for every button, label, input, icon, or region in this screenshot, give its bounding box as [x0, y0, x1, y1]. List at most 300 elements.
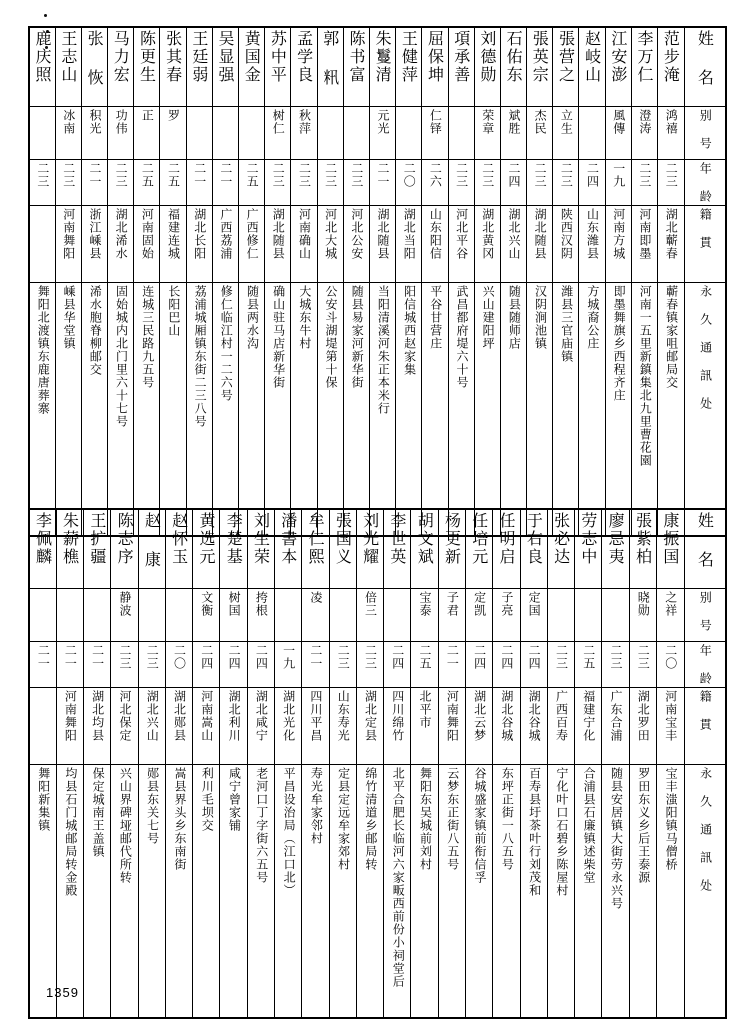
cell-name [111, 509, 138, 589]
cell-address [275, 765, 302, 1019]
cell-age [474, 160, 500, 206]
cell-age [329, 642, 356, 688]
column-header-origin [684, 206, 726, 283]
cell-text: 湖北当阳 [402, 208, 417, 260]
cell-age [356, 642, 383, 688]
cell-text: 定凯 [472, 591, 487, 617]
cell-name [108, 27, 134, 107]
cell-age [81, 160, 107, 206]
cell-text: 连城三民路九五号 [140, 285, 155, 389]
cell-name [265, 27, 291, 107]
cell-text: 张必达 [551, 512, 571, 566]
cell-age [138, 642, 165, 688]
cell-address [658, 283, 685, 537]
cell-text: 宁化叶口石碧乡陈屋村 [554, 767, 569, 897]
cell-text: 二三 [637, 162, 652, 188]
table-row-alias [29, 589, 726, 642]
column-header-text: 别 号 [698, 591, 713, 632]
cell-address [329, 765, 356, 1019]
cell-origin [220, 688, 247, 765]
cell-name [55, 27, 81, 107]
cell-text: 蘄春镇家咀邮局交 [664, 285, 679, 389]
cell-text: 嵩县界头乡东南街 [172, 767, 187, 871]
cell-age [411, 642, 438, 688]
cell-text: 朱薪樵 [60, 512, 80, 566]
cell-age [575, 642, 602, 688]
cell-text: 張紫柏 [633, 512, 653, 566]
cell-address [579, 283, 605, 537]
cell-address [212, 283, 238, 537]
cell-text: 平昌设治局（江口北） [282, 767, 297, 897]
table-row-origin [29, 206, 726, 283]
cell-text: 凌 [308, 591, 323, 604]
cell-address [527, 283, 553, 537]
cell-origin [658, 206, 685, 283]
cell-origin [579, 206, 605, 283]
cell-age [493, 642, 520, 688]
cell-text: 绵竹清道乡邮局转 [363, 767, 378, 871]
cell-text: 二四 [585, 162, 600, 188]
column-header-text: 籍 貫 [698, 690, 713, 731]
cell-name [493, 509, 520, 589]
cell-address [629, 765, 656, 1019]
cell-text: 寿光牟家邻村 [309, 767, 324, 845]
cell-text: 湖北利川 [227, 690, 242, 742]
cell-text: 河南舞阳 [63, 690, 78, 742]
cell-text: 冰南 [61, 109, 76, 135]
cell-name [629, 509, 656, 589]
cell-alias [575, 589, 602, 642]
cell-text: 北平合肥长临河六家畈西前份小祠堂后 [391, 767, 406, 988]
roster-table-upper-wrap [28, 26, 727, 537]
cell-text: 福建宁化 [581, 690, 596, 742]
cell-origin [84, 688, 111, 765]
cell-origin [108, 206, 134, 283]
cell-alias [605, 107, 631, 160]
cell-text: 于右良 [524, 512, 544, 566]
cell-text: 潘書本 [278, 512, 298, 566]
cell-address [291, 283, 317, 537]
cell-text: 黄国金 [242, 30, 262, 84]
cell-text: 文衡 [199, 591, 214, 617]
cell-age [111, 642, 138, 688]
cell-text: 張国义 [333, 512, 353, 566]
cell-text: 王廷弱 [189, 30, 209, 84]
cell-text: 湖北咸宁 [254, 690, 269, 742]
cell-name [220, 509, 247, 589]
cell-name [247, 509, 274, 589]
cell-text: 罗 [166, 109, 181, 122]
cell-text: 河南宝丰 [663, 690, 678, 742]
cell-text: 二三 [363, 644, 378, 670]
cell-age [466, 642, 493, 688]
column-header-alias [684, 107, 726, 160]
cell-text: 澄涛 [637, 109, 652, 135]
page-number: 1359 [46, 985, 79, 1000]
table-row-name [29, 27, 726, 107]
cell-text: 湖北定县 [363, 690, 378, 742]
cell-text: 河南舞阳 [445, 690, 460, 742]
cell-text: 朱鬘清 [373, 30, 393, 84]
cell-text: 杨更新 [442, 512, 462, 566]
cell-alias [302, 589, 329, 642]
cell-origin [575, 688, 602, 765]
cell-text: 功伟 [114, 109, 129, 135]
cell-origin [474, 206, 500, 283]
cell-age [605, 160, 631, 206]
cell-name [575, 509, 602, 589]
cell-text: 湖北随县 [376, 208, 390, 260]
cell-alias [160, 107, 186, 160]
cell-address [553, 283, 579, 537]
column-header-name [684, 27, 726, 107]
cell-text: 修仁临江村一二六号 [219, 285, 234, 402]
cell-age [553, 160, 579, 206]
column-header-text: 姓 名 [695, 512, 715, 569]
cell-text: 河北保定 [117, 690, 132, 742]
cell-text: 汉阴涧池镇 [533, 285, 548, 350]
cell-text: 二三 [349, 162, 364, 188]
cell-name [81, 27, 107, 107]
cell-alias [629, 589, 656, 642]
cell-address [239, 283, 265, 537]
cell-text: 李楚基 [224, 512, 244, 566]
cell-alias [108, 107, 134, 160]
cell-origin [438, 688, 465, 765]
cell-text: 晓勋 [636, 591, 651, 617]
cell-address [193, 765, 220, 1019]
cell-text: 二一 [445, 644, 460, 670]
cell-text: 百寿县圩茶叶行刘茂和 [527, 767, 542, 897]
cell-address [134, 283, 160, 537]
cell-origin [520, 688, 547, 765]
cell-text: 河南一五里新鎮集北九里曹花園 [638, 285, 653, 467]
cell-name [579, 27, 605, 107]
cell-text: 鸿禧 [664, 109, 679, 135]
cell-address [247, 765, 274, 1019]
cell-text: 二三 [35, 162, 50, 188]
cell-name [602, 509, 629, 589]
cell-text: 屈保坤 [425, 30, 445, 84]
cell-name [547, 509, 574, 589]
cell-alias [466, 589, 493, 642]
cell-text: 湖北浠水 [114, 208, 129, 260]
cell-text: 二三 [559, 162, 574, 188]
cell-address [186, 283, 212, 537]
cell-text: 平谷甘营庄 [428, 285, 443, 350]
cell-text: 河北公安 [349, 208, 364, 260]
cell-text: 老河口丁字街六五号 [254, 767, 269, 884]
cell-origin [343, 206, 369, 283]
cell-origin [629, 688, 656, 765]
roster-table-lower [28, 508, 727, 1019]
cell-alias [527, 107, 553, 160]
cell-alias [111, 589, 138, 642]
cell-alias [186, 107, 212, 160]
column-header-alias [684, 589, 726, 642]
cell-text: 二四 [199, 644, 214, 670]
cell-text: 保定城南王盖镇 [91, 767, 106, 858]
cell-age [160, 160, 186, 206]
cell-text: 二一 [90, 644, 105, 670]
cell-text: 張英宗 [530, 30, 550, 84]
cell-alias [239, 107, 265, 160]
cell-address [438, 765, 465, 1019]
cell-name [474, 27, 500, 107]
table-row-alias [29, 107, 726, 160]
cell-age [396, 160, 422, 206]
cell-age [193, 642, 220, 688]
table-row-origin [29, 688, 726, 765]
cell-origin [29, 206, 55, 283]
cell-alias [29, 107, 55, 160]
cell-age [186, 160, 212, 206]
column-header-text: 籍 貫 [698, 208, 713, 249]
cell-text: 二〇 [402, 162, 417, 188]
cell-name [605, 27, 631, 107]
cell-origin [500, 206, 526, 283]
cell-age [547, 642, 574, 688]
cell-text: 陕西汉阴 [559, 208, 574, 260]
cell-address [547, 765, 574, 1019]
cell-text: 均县石门城邮局转金殿 [63, 767, 78, 897]
cell-alias [438, 589, 465, 642]
cell-text: 二四 [527, 644, 542, 670]
cell-address [56, 765, 83, 1019]
cell-text: 福建连城 [166, 208, 181, 260]
cell-text: 确山驻马店新华街 [271, 285, 286, 389]
cell-origin [369, 206, 395, 283]
cell-text: 黄选元 [196, 512, 216, 566]
cell-age [629, 642, 656, 688]
cell-address [160, 283, 186, 537]
cell-text: 張营之 [556, 30, 576, 84]
cell-text: 刘生荣 [251, 512, 271, 566]
cell-text: 鹿庆照 [32, 30, 52, 84]
cell-text: 石佑东 [504, 30, 524, 84]
cell-text: 舞阳东吴城前刘村 [418, 767, 433, 871]
cell-text: 秋萍 [297, 109, 312, 135]
cell-text: 廖忌夷 [606, 512, 626, 566]
cell-address [265, 283, 291, 537]
cell-age [56, 642, 83, 688]
cell-name [291, 27, 317, 107]
cell-age [656, 642, 684, 688]
cell-alias [602, 589, 629, 642]
cell-age [302, 642, 329, 688]
cell-text: 二一 [218, 162, 233, 188]
cell-text: 河南方城 [611, 208, 626, 260]
roster-table-upper [28, 26, 727, 537]
cell-text: 一九 [281, 644, 296, 670]
roster-table-lower-wrap [28, 508, 727, 1019]
cell-text: 赵怀玉 [169, 512, 189, 566]
cell-address [605, 283, 631, 537]
cell-text: 二三 [454, 162, 469, 188]
cell-alias [56, 589, 83, 642]
cell-origin [547, 688, 574, 765]
cell-origin [193, 688, 220, 765]
column-header-text: 年 龄 [698, 162, 713, 203]
cell-address [302, 765, 329, 1019]
cell-text: 湖北光化 [281, 690, 296, 742]
cell-alias [579, 107, 605, 160]
cell-alias [84, 589, 111, 642]
cell-name [134, 27, 160, 107]
cell-name [384, 509, 411, 589]
cell-age [275, 642, 302, 688]
cell-origin [466, 688, 493, 765]
cell-text: 李万仁 [635, 30, 655, 84]
cell-alias [631, 107, 657, 160]
cell-address [356, 765, 383, 1019]
cell-origin [55, 206, 81, 283]
cell-text: 赵岐山 [582, 30, 602, 84]
cell-address [84, 765, 111, 1019]
cell-text: 二三 [271, 162, 286, 188]
cell-age [602, 642, 629, 688]
cell-age [631, 160, 657, 206]
cell-text: 陈书富 [346, 30, 366, 84]
column-header-address [684, 283, 726, 537]
cell-text: 山东潍县 [585, 208, 600, 260]
cell-address [474, 283, 500, 537]
cell-address [656, 765, 684, 1019]
cell-text: 郭 籸 [320, 30, 340, 87]
cell-text: 二三 [533, 162, 548, 188]
cell-address [411, 765, 438, 1019]
cell-age [520, 642, 547, 688]
cell-age [369, 160, 395, 206]
cell-name [186, 27, 212, 107]
cell-text: 挎根 [254, 591, 269, 617]
cell-alias [134, 107, 160, 160]
cell-text: 河南即墨 [637, 208, 652, 260]
cell-text: 广西修仁 [245, 208, 260, 260]
cell-address [396, 283, 422, 537]
cell-origin [265, 206, 291, 283]
cell-text: 长阳巴山 [166, 285, 181, 337]
cell-name [411, 509, 438, 589]
cell-text: 李佩麟 [33, 512, 53, 566]
cell-origin [527, 206, 553, 283]
cell-age [448, 160, 474, 206]
cell-text: 广西荔浦 [218, 208, 233, 260]
cell-address [138, 765, 165, 1019]
cell-text: 张其春 [163, 30, 183, 84]
cell-name [658, 27, 685, 107]
cell-text: 任培元 [469, 512, 489, 566]
cell-alias [500, 107, 526, 160]
cell-text: 二四 [499, 644, 514, 670]
column-header-text: 姓 名 [695, 30, 715, 87]
cell-alias [275, 589, 302, 642]
cell-name [56, 509, 83, 589]
column-header-age [684, 642, 726, 688]
cell-text: 当阳清溪河朱正本米行 [376, 285, 391, 415]
cell-text: 陈更生 [137, 30, 157, 84]
column-header-address [684, 765, 726, 1019]
cell-text: 刘光耀 [360, 512, 380, 566]
cell-text: 李世英 [387, 512, 407, 566]
cell-text: 方城裔公庄 [585, 285, 600, 350]
cell-text: 劳志中 [578, 512, 598, 566]
cell-age [29, 642, 56, 688]
cell-text: 二五 [245, 162, 260, 188]
cell-origin [111, 688, 138, 765]
cell-name [29, 27, 55, 107]
table-row-name [29, 509, 726, 589]
cell-alias [329, 589, 356, 642]
cell-age [422, 160, 448, 206]
cell-text: 二三 [145, 644, 160, 670]
cell-text: 兴山界碑垭邮代所转 [118, 767, 133, 884]
cell-text: 王志山 [58, 30, 78, 84]
cell-text: 立生 [559, 109, 574, 135]
cell-origin [396, 206, 422, 283]
cell-text: 荣章 [480, 109, 495, 135]
cell-text: 湖北随县 [533, 208, 548, 260]
cell-address [493, 765, 520, 1019]
cell-alias [553, 107, 579, 160]
cell-text: 舞阳北渡镇东鹿唐葬寨 [36, 285, 51, 415]
cell-text: 風傳 [611, 109, 626, 135]
cell-alias [317, 107, 343, 160]
cell-alias [212, 107, 238, 160]
cell-name [466, 509, 493, 589]
cell-text: 利川毛坝交 [200, 767, 215, 832]
cell-age [247, 642, 274, 688]
cell-name [656, 509, 684, 589]
cell-origin [291, 206, 317, 283]
cell-name [138, 509, 165, 589]
cell-name [302, 509, 329, 589]
cell-alias [520, 589, 547, 642]
table-row-age [29, 642, 726, 688]
cell-alias [81, 107, 107, 160]
cell-origin [448, 206, 474, 283]
cell-address [369, 283, 395, 537]
margin-dot [44, 14, 47, 17]
cell-text: 吴显强 [216, 30, 236, 84]
cell-alias [29, 589, 56, 642]
cell-text: 二一 [376, 162, 390, 188]
cell-text: 二四 [227, 644, 242, 670]
cell-text: 二一 [192, 162, 207, 188]
cell-name [84, 509, 111, 589]
cell-text: 潍县三官庙镇 [559, 285, 574, 363]
cell-address [111, 765, 138, 1019]
cell-text: 二三 [609, 644, 624, 670]
cell-text: 仁铎 [428, 109, 443, 135]
cell-text: 項承善 [451, 30, 471, 84]
cell-alias [396, 107, 422, 160]
cell-address [500, 283, 526, 537]
cell-name [212, 27, 238, 107]
cell-age [343, 160, 369, 206]
cell-alias [658, 107, 685, 160]
cell-age [134, 160, 160, 206]
cell-text: 子亮 [499, 591, 514, 617]
cell-text: 广西百寿 [554, 690, 569, 742]
cell-text: 积光 [87, 109, 102, 135]
cell-text: 公安斗湖堤第十保 [324, 285, 339, 389]
cell-text: 子君 [445, 591, 460, 617]
cell-address [220, 765, 247, 1019]
cell-text: 湖北均县 [90, 690, 105, 742]
cell-age [500, 160, 526, 206]
cell-text: 荔浦城厢镇东街二三八号 [193, 285, 208, 428]
